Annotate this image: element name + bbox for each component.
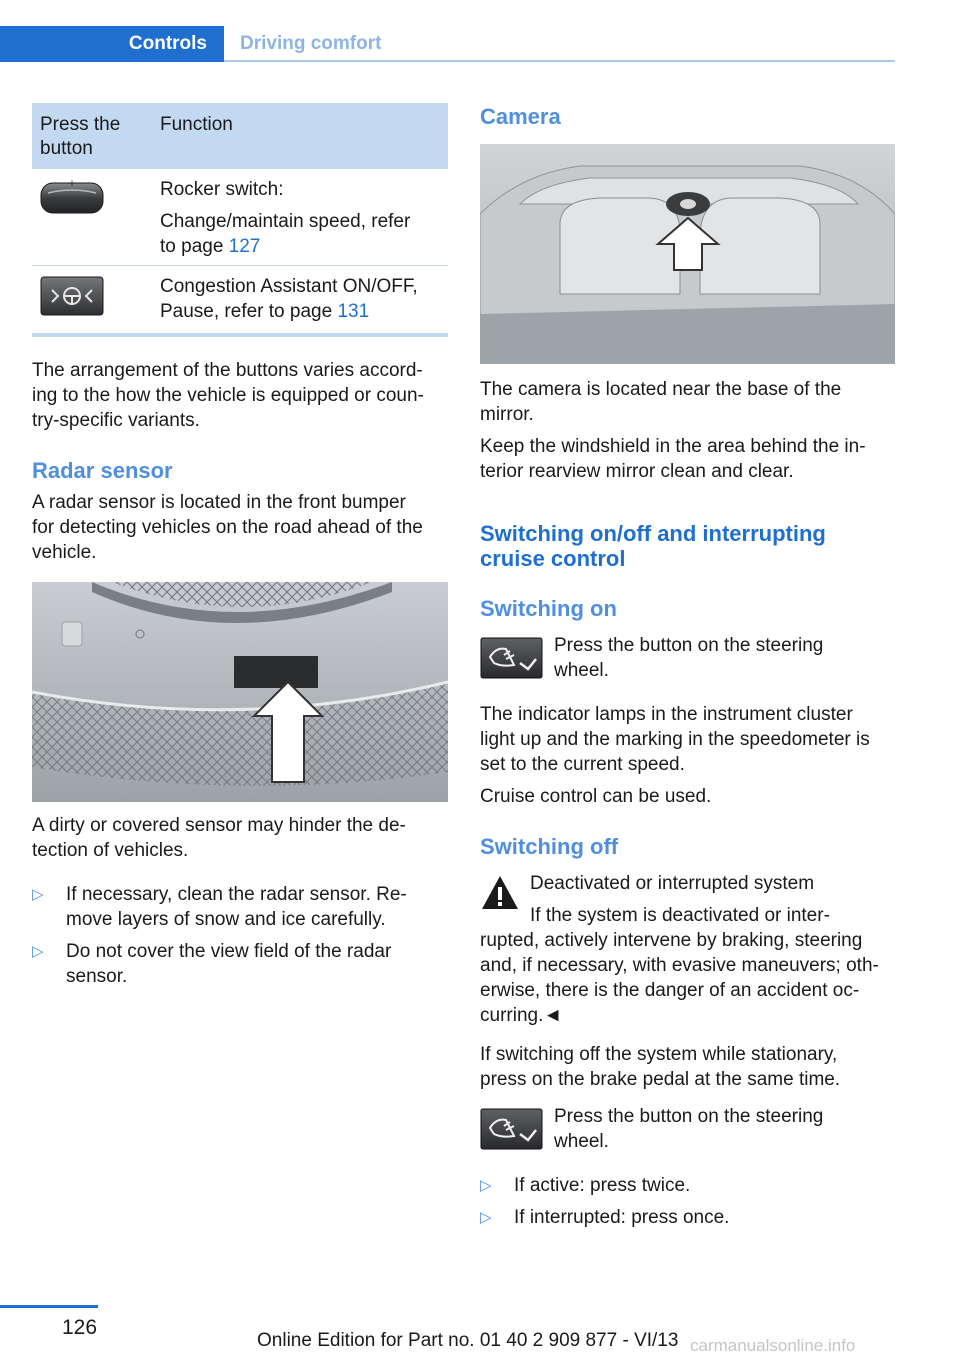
rocker-switch-desc-2 bbox=[160, 234, 260, 259]
text-line: If interrupted: press once. bbox=[514, 1207, 730, 1228]
bullet-marker: ▷ bbox=[480, 1209, 492, 1226]
table-row bbox=[32, 169, 448, 266]
windshield-paragraph bbox=[480, 434, 866, 484]
switching-on-heading: Switching on bbox=[480, 596, 617, 621]
switching-off-heading: Switching off bbox=[480, 834, 619, 859]
button-function-table bbox=[32, 103, 448, 337]
bullet-marker: ▷ bbox=[32, 943, 44, 960]
table-header-button: Press the button bbox=[40, 114, 121, 159]
list-item bbox=[480, 1205, 895, 1231]
cruise-usable-text: Cruise control can be used. bbox=[480, 786, 712, 807]
switching-section-heading bbox=[480, 521, 826, 571]
page-link-127[interactable]: 127 bbox=[228, 236, 261, 257]
text-line: light up and the marking in the speedometer is bbox=[480, 729, 870, 750]
warning-paragraph bbox=[480, 928, 879, 1028]
list-item bbox=[32, 882, 448, 934]
header-section-driving-comfort: Driving comfort bbox=[240, 33, 382, 54]
cruise-control-button-icon bbox=[480, 1108, 543, 1150]
text-line: Do not cover the view field of the radar bbox=[66, 941, 392, 962]
header-section-controls: Controls bbox=[0, 26, 224, 62]
text-line: The arrangement of the buttons varies accord- bbox=[32, 360, 423, 381]
camera-location-paragraph bbox=[480, 377, 841, 427]
text-line: The camera is located near the base of the bbox=[480, 379, 842, 400]
radar-sensor-image bbox=[32, 582, 448, 802]
text-line: tection of vehicles. bbox=[32, 840, 189, 861]
arrangement-paragraph bbox=[32, 358, 424, 433]
table-header-function: Function bbox=[160, 114, 233, 135]
text-line: Press the button on the steering bbox=[554, 635, 824, 656]
camera-image bbox=[480, 144, 895, 364]
text-line: move layers of snow and ice carefully. bbox=[66, 909, 386, 930]
table-header bbox=[32, 103, 448, 169]
list-item bbox=[480, 1173, 895, 1199]
text-line: set to the current speed. bbox=[480, 754, 685, 775]
text-line: Press the button on the steering bbox=[554, 1106, 824, 1127]
text-line: The indicator lamps in the instrument cluster bbox=[480, 704, 853, 725]
page-link-131[interactable]: 131 bbox=[337, 301, 370, 322]
radar-sensor-paragraph bbox=[32, 490, 423, 565]
cruise-control-button-icon bbox=[480, 637, 543, 679]
indicator-paragraph bbox=[480, 702, 870, 777]
rocker-switch-desc-text: to page bbox=[160, 236, 229, 257]
svg-text:+: + bbox=[68, 179, 76, 189]
text-line: vehicle. bbox=[32, 542, 97, 563]
warning-icon bbox=[480, 874, 520, 912]
text-line: If switching off the system while stationary, bbox=[480, 1044, 838, 1065]
bullet-marker: ▷ bbox=[480, 1177, 492, 1194]
text-line: If necessary, clean the radar sensor. Re- bbox=[66, 884, 407, 905]
text-line: try-specific variants. bbox=[32, 410, 200, 431]
text-line: wheel. bbox=[554, 1131, 609, 1152]
congestion-assistant-label: Congestion Assistant ON/OFF, bbox=[160, 276, 418, 297]
congestion-assistant-icon bbox=[40, 276, 104, 316]
list-item bbox=[32, 939, 448, 991]
table-row bbox=[32, 266, 448, 337]
rocker-switch-desc-1: Change/maintain speed, refer bbox=[160, 211, 411, 232]
radar-sensor-heading: Radar sensor bbox=[32, 458, 173, 483]
heading-line: Switching on/off and interrupting bbox=[480, 521, 826, 546]
switching-on-instruction bbox=[554, 633, 823, 683]
text-line: If active: press twice. bbox=[514, 1175, 691, 1196]
header-rule bbox=[224, 60, 895, 62]
text-line: A radar sensor is located in the front bumper bbox=[32, 492, 406, 513]
watermark: carmanualsonline.info bbox=[690, 1336, 856, 1355]
text-line: and, if necessary, with evasive maneuvers; oth- bbox=[480, 955, 879, 976]
text-line: erwise, there is the danger of an accident oc- bbox=[480, 980, 860, 1001]
text-line: curring.◄ bbox=[480, 1005, 563, 1026]
switching-off-instruction bbox=[554, 1104, 823, 1154]
dirty-sensor-paragraph bbox=[32, 813, 406, 863]
text-line: for detecting vehicles on the road ahead of the bbox=[32, 517, 423, 538]
heading-line: cruise control bbox=[480, 546, 626, 571]
stationary-paragraph bbox=[480, 1042, 840, 1092]
warning-line-1: If the system is deactivated or inter- bbox=[530, 905, 830, 926]
rocker-switch-label: Rocker switch: bbox=[160, 179, 284, 200]
text-line: ing to the how the vehicle is equipped or coun- bbox=[32, 385, 424, 406]
text-line: terior rearview mirror clean and clear. bbox=[480, 461, 794, 482]
congestion-assistant-desc-text: Pause, refer to page bbox=[160, 301, 338, 322]
text-line: press on the brake pedal at the same time. bbox=[480, 1069, 841, 1090]
bullet-marker: ▷ bbox=[32, 886, 44, 903]
rocker-switch-icon bbox=[40, 177, 104, 217]
text-line: Keep the windshield in the area behind the in- bbox=[480, 436, 866, 457]
text-line: mirror. bbox=[480, 404, 534, 425]
text-line: A dirty or covered sensor may hinder the de- bbox=[32, 815, 406, 836]
warning-title: Deactivated or interrupted system bbox=[530, 873, 815, 894]
text-line: rupted, actively intervene by braking, steering bbox=[480, 930, 863, 951]
text-line: wheel. bbox=[554, 660, 609, 681]
camera-heading: Camera bbox=[480, 104, 561, 129]
congestion-assistant-desc bbox=[160, 299, 369, 324]
footer-rule bbox=[0, 1305, 98, 1308]
text-line: sensor. bbox=[66, 966, 128, 987]
page-number: 126 bbox=[62, 1316, 98, 1339]
edition-text: Online Edition for Part no. 01 40 2 909 877 - VI/13 bbox=[257, 1330, 679, 1351]
